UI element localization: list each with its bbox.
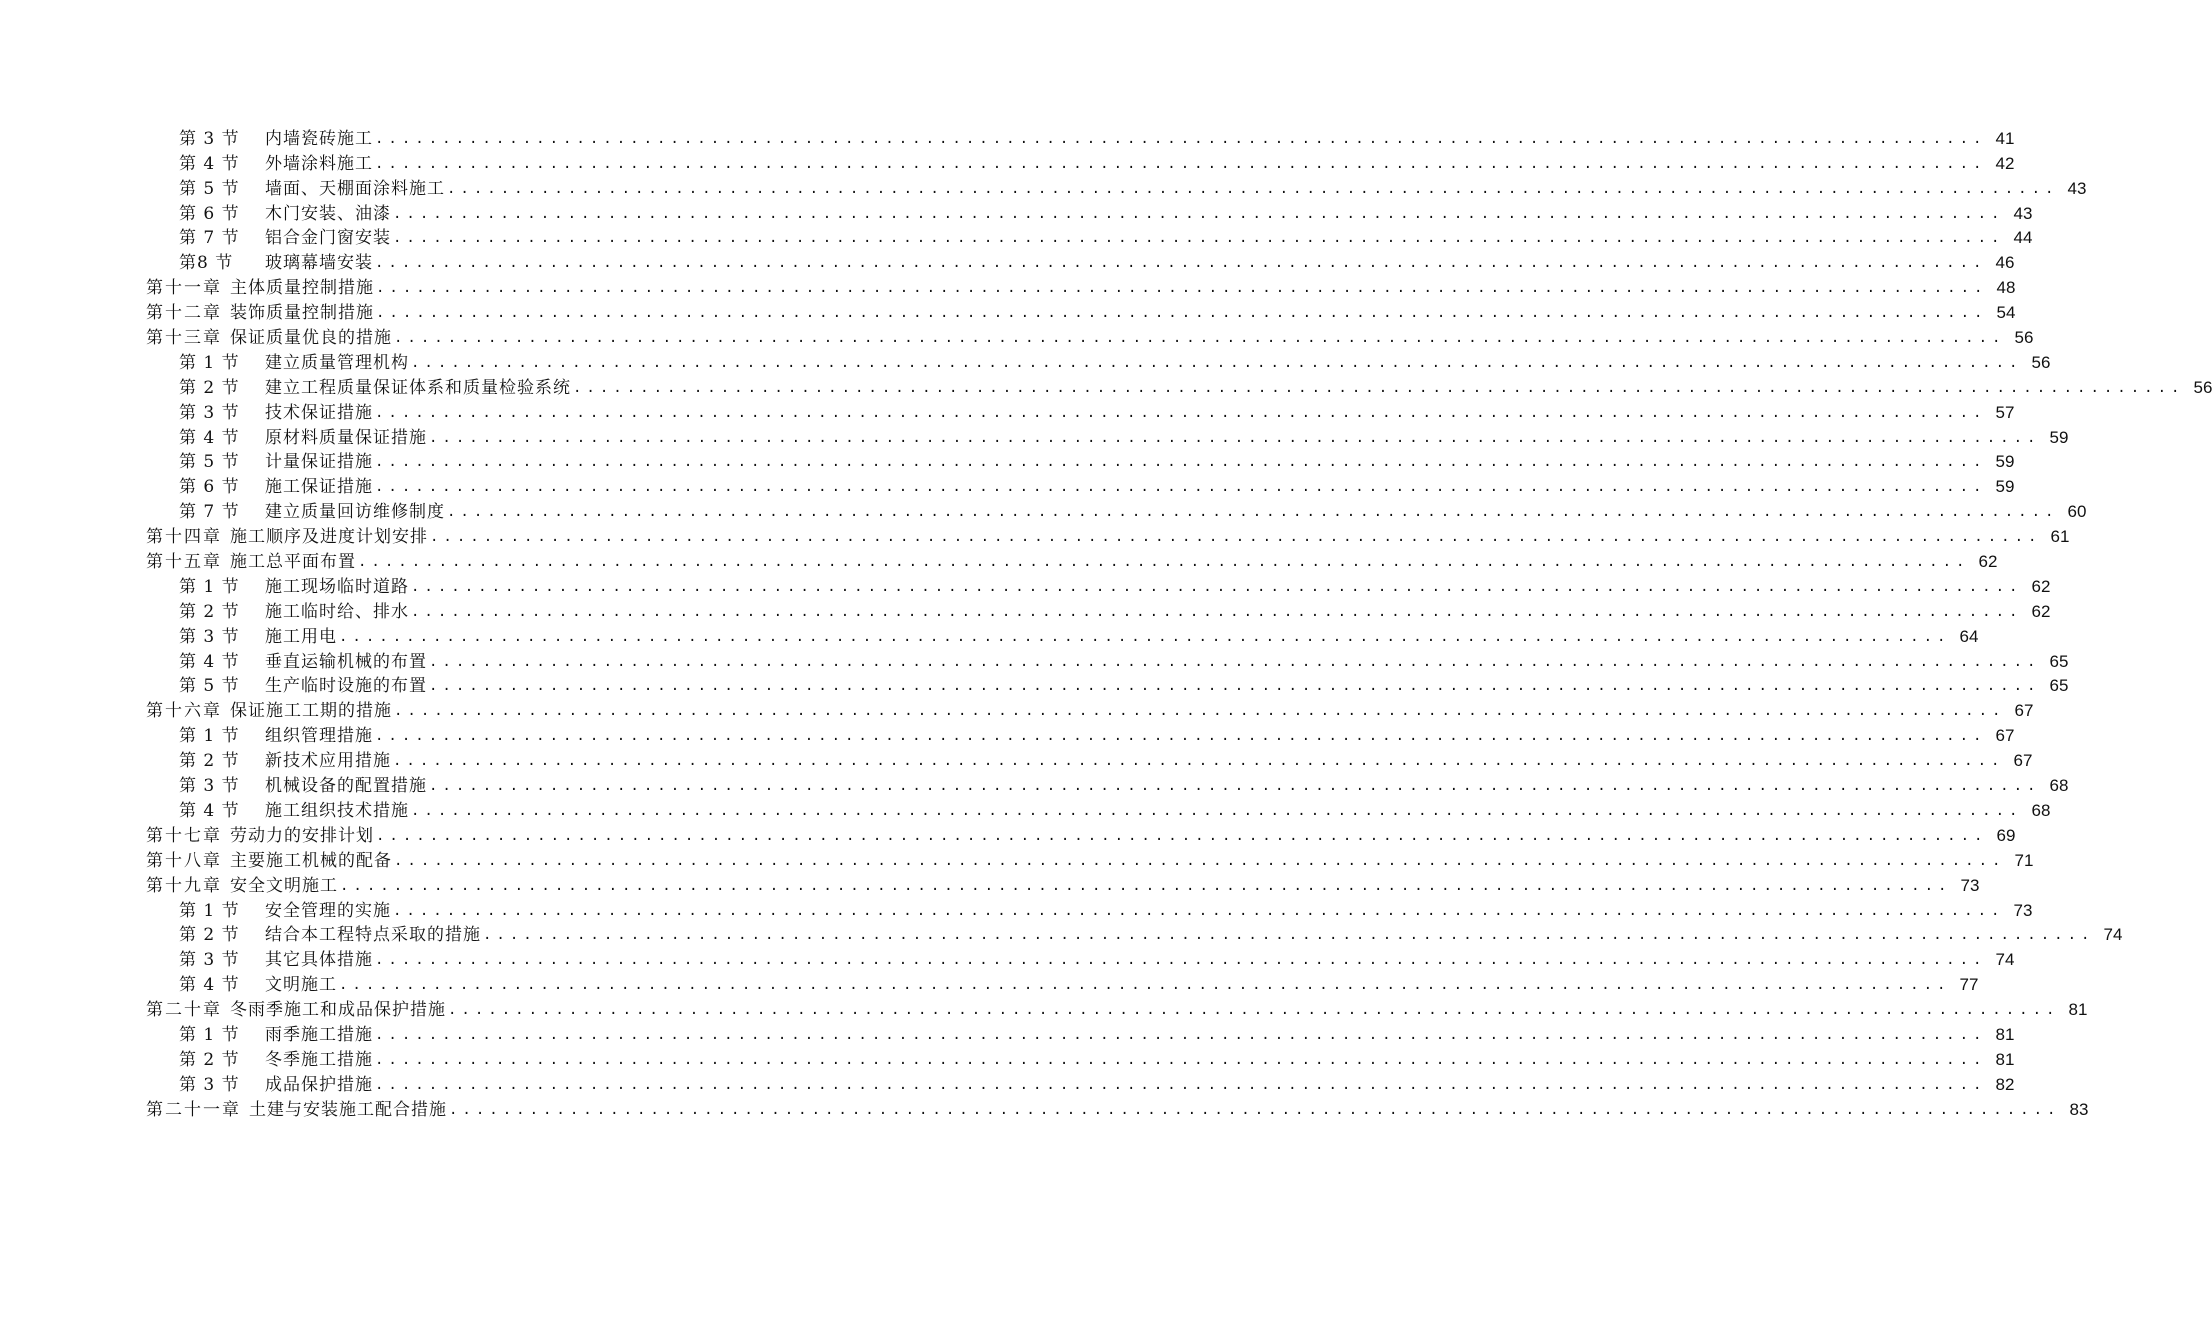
toc-entry-chapter[interactable]: [146, 995, 2088, 1021]
toc-page-number: 56: [2014, 328, 2034, 348]
toc-title: 冬雨季施工和成品保护措施: [230, 1000, 446, 1021]
toc-prefix: 第 5 节: [179, 452, 240, 473]
toc-title: 保证质量优良的措施: [230, 328, 392, 349]
toc-label: [179, 477, 373, 497]
toc-page-number: 81: [2068, 1000, 2088, 1020]
toc-prefix: 第 7 节: [179, 228, 240, 249]
toc-page-number: 77: [1959, 975, 1979, 995]
toc-title: 玻璃幕墙安装: [265, 253, 373, 274]
toc-label: [146, 876, 338, 896]
toc-entry-section[interactable]: [146, 771, 2069, 797]
toc-prefix: 第十八章: [146, 850, 222, 871]
toc-page-number: 59: [1995, 477, 2015, 497]
dot-leader: ........................................................................................................................: [393, 230, 2005, 247]
toc-label: [179, 776, 427, 796]
toc-title: 建立工程质量保证体系和质量检验系统: [265, 377, 571, 398]
toc-label: [179, 1075, 373, 1095]
toc-prefix: 第二十一章: [146, 1099, 241, 1120]
toc-title: 劳动力的安排计划: [230, 825, 374, 846]
toc-title: 施工保证措施: [265, 477, 373, 498]
toc-page-number: 71: [2014, 850, 2034, 870]
toc-label: [179, 253, 373, 273]
toc-title: 墙面、天棚面涂料施工: [265, 178, 445, 199]
dot-leader: ........................................................................................................................: [429, 429, 2041, 446]
toc-prefix: 第 2 节: [179, 601, 240, 622]
toc-entry-section[interactable]: [146, 224, 2033, 249]
toc-entry-section[interactable]: [146, 796, 2051, 821]
toc-page-number: 43: [2067, 178, 2087, 198]
toc-label: [179, 676, 427, 696]
toc-page-number: 83: [2069, 1099, 2089, 1119]
toc-title: 施工组织技术措施: [265, 800, 409, 821]
toc-entry-chapter[interactable]: [146, 273, 2016, 299]
toc-prefix: 第 3 节: [179, 950, 240, 971]
toc-title: 原材料质量保证措施: [265, 427, 427, 448]
dot-leader: ........................................................................................................................: [375, 454, 1987, 471]
toc-label: [179, 950, 373, 970]
toc-page-number: 56: [2031, 352, 2051, 372]
toc-title: 保证施工工期的措施: [230, 701, 392, 722]
toc-entry-section[interactable]: [146, 124, 2015, 149]
toc-prefix: 第十九章: [146, 875, 222, 896]
toc-prefix: 第 5 节: [179, 178, 240, 199]
toc-entry-section[interactable]: [146, 423, 2069, 448]
toc-entry-chapter[interactable]: [146, 547, 1998, 573]
toc-entry-section[interactable]: [146, 472, 2015, 498]
dot-leader: ........................................................................................................................: [375, 130, 1987, 147]
dot-leader: ........................................................................................................................: [449, 1101, 2061, 1118]
toc-page-number: 67: [1995, 726, 2015, 746]
toc-label: [179, 1050, 373, 1070]
toc-label: [179, 602, 409, 622]
toc-prefix: 第 4 节: [179, 651, 240, 672]
toc-prefix: 第 2 节: [179, 377, 240, 398]
toc-title: 外墙涂料施工: [265, 153, 373, 174]
dot-leader: ........................................................................................................................: [411, 603, 2023, 620]
toc-entry-section[interactable]: [146, 174, 2087, 199]
toc-page-number: 74: [2103, 925, 2123, 945]
toc-prefix: 第十七章: [146, 825, 222, 846]
toc-label: [179, 975, 337, 995]
toc-entry-section[interactable]: [146, 572, 2051, 597]
toc-title: 成品保护措施: [265, 1074, 373, 1095]
toc-prefix: 第 5 节: [179, 676, 240, 697]
toc-page-number: 62: [2031, 576, 2051, 596]
dot-leader: ........................................................................................................................: [375, 404, 1987, 421]
toc-title: 施工用电: [265, 626, 337, 647]
toc-entry-section[interactable]: [146, 497, 2087, 523]
toc-entry-section[interactable]: [146, 746, 2033, 772]
toc-title: 施工总平面布置: [230, 552, 356, 573]
dot-leader: ........................................................................................................................: [411, 802, 2023, 819]
toc-title: 文明施工: [265, 975, 337, 996]
toc-page-number: 74: [1995, 950, 2015, 970]
toc-title: 施工临时给、排水: [265, 601, 409, 622]
toc-entry-section[interactable]: [146, 945, 2015, 971]
toc-page-number: 73: [2013, 900, 2033, 920]
toc-prefix: 第十二章: [146, 303, 222, 324]
toc-entry-chapter[interactable]: [146, 871, 1980, 896]
toc-page-number: 46: [1995, 253, 2015, 273]
dot-leader: ........................................................................................................................: [429, 653, 2041, 670]
toc-label: [146, 328, 392, 348]
dot-leader: ........................................................................................................................: [447, 180, 2059, 197]
dot-leader: ........................................................................................................................: [394, 852, 2006, 869]
toc-title: 组织管理措施: [265, 726, 373, 747]
dot-leader: ........................................................................................................................: [375, 479, 1987, 496]
toc-page-number: 43: [2013, 203, 2033, 223]
toc-label: [146, 278, 374, 298]
dot-leader: ........................................................................................................................: [339, 628, 1951, 645]
toc-entry-section[interactable]: [146, 448, 2015, 473]
toc-prefix: 第 6 节: [179, 203, 240, 224]
toc-title: 内墙瓷砖施工: [265, 128, 373, 149]
toc-label: [179, 577, 409, 597]
dot-leader: ........................................................................................................................: [394, 330, 2006, 347]
toc-entry-chapter[interactable]: [146, 696, 2034, 722]
toc-page-number: 81: [1995, 1049, 2015, 1069]
toc-title: 主要施工机械的配备: [230, 850, 392, 871]
toc-title: 其它具体措施: [265, 950, 373, 971]
toc-title: 技术保证措施: [265, 402, 373, 423]
toc-page-number: 67: [2013, 751, 2033, 771]
toc-label: [179, 179, 445, 199]
toc-entry-section[interactable]: [146, 896, 2033, 921]
toc-entry-section[interactable]: [146, 1020, 2015, 1045]
toc-page-number: 56: [2193, 377, 2212, 397]
toc-page-number: 64: [1959, 626, 1979, 646]
dot-leader: ........................................................................................................................: [447, 504, 2059, 521]
toc-prefix: 第 2 节: [179, 1049, 240, 1070]
toc-entry-section[interactable]: [146, 647, 2069, 672]
toc-page-number: 68: [2049, 776, 2069, 796]
toc-entry-section[interactable]: [146, 921, 2123, 946]
toc-title: 土建与安装施工配合措施: [249, 1099, 447, 1120]
toc-prefix: 第8 节: [179, 253, 234, 274]
toc-label: [179, 1025, 373, 1045]
dot-leader: ........................................................................................................................: [376, 827, 1988, 844]
toc-entry-section[interactable]: [146, 1070, 2015, 1095]
toc-page-number: 73: [1960, 875, 1980, 895]
toc-prefix: 第 4 节: [179, 975, 240, 996]
toc-prefix: 第 2 节: [179, 925, 240, 946]
toc-title: 主体质量控制措施: [230, 278, 374, 299]
toc-prefix: 第 7 节: [179, 502, 240, 523]
toc-title: 新技术应用措施: [265, 751, 391, 772]
toc-prefix: 第 1 节: [179, 352, 240, 373]
toc-label: [179, 353, 409, 373]
toc-title: 机械设备的配置措施: [265, 776, 427, 797]
toc-title: 安全管理的实施: [265, 900, 391, 921]
toc-page-number: 59: [1995, 452, 2015, 472]
toc-title: 计量保证措施: [265, 452, 373, 473]
toc-entry-section[interactable]: [146, 597, 2051, 622]
toc-label: [146, 826, 374, 846]
dot-leader: ........................................................................................................................: [429, 678, 2041, 695]
toc-title: 垂直运输机械的布置: [265, 651, 427, 672]
toc-prefix: 第十五章: [146, 552, 222, 573]
toc-label: [179, 428, 427, 448]
toc-label: [146, 701, 392, 721]
toc-label: [146, 851, 392, 871]
toc-prefix: 第二十章: [146, 1000, 222, 1021]
dot-leader: ........................................................................................................................: [375, 255, 1987, 272]
toc-entry-chapter[interactable]: [146, 821, 2016, 846]
toc-label: [146, 303, 374, 323]
toc-page-number: 68: [2031, 800, 2051, 820]
toc-entry-section[interactable]: [146, 1045, 2015, 1070]
toc-page-number: 65: [2049, 676, 2069, 696]
toc-prefix: 第 4 节: [179, 153, 240, 174]
toc-title: 施工顺序及进度计划安排: [230, 527, 428, 548]
toc-page-number: 67: [2014, 701, 2034, 721]
toc-entry-section[interactable]: [146, 672, 2069, 697]
dot-leader: ........................................................................................................................: [375, 1076, 1987, 1093]
toc-title: 雨季施工措施: [265, 1024, 373, 1045]
toc-page-number: 48: [1996, 278, 2016, 298]
toc-label: [179, 751, 391, 771]
toc-label: [179, 154, 373, 174]
dot-leader: ........................................................................................................................: [573, 379, 2185, 396]
toc-prefix: 第 1 节: [179, 1024, 240, 1045]
dot-leader: ........................................................................................................................: [429, 778, 2041, 795]
toc-entry-chapter[interactable]: [146, 323, 2034, 349]
toc-prefix: 第 4 节: [179, 800, 240, 821]
toc-title: 装饰质量控制措施: [230, 303, 374, 324]
toc-title: 铝合金门窗安装: [265, 228, 391, 249]
toc-label: [179, 204, 391, 224]
toc-page-number: 69: [1996, 825, 2016, 845]
dot-leader: ........................................................................................................................: [393, 753, 2005, 770]
toc-entry-section[interactable]: [146, 199, 2033, 224]
toc-prefix: 第 1 节: [179, 726, 240, 747]
toc-prefix: 第十四章: [146, 527, 222, 548]
toc-entry-section[interactable]: [146, 398, 2015, 423]
dot-leader: ........................................................................................................................: [375, 155, 1987, 172]
toc-prefix: 第 3 节: [179, 128, 240, 149]
dot-leader: ........................................................................................................................: [376, 305, 1988, 322]
toc-page-number: 42: [1995, 153, 2015, 173]
toc-title: 生产临时设施的布置: [265, 676, 427, 697]
dot-leader: ........................................................................................................................: [358, 554, 1970, 571]
toc-page-number: 62: [1978, 552, 1998, 572]
dot-leader: ........................................................................................................................: [394, 703, 2006, 720]
toc-title: 安全文明施工: [230, 875, 338, 896]
toc-page-number: 60: [2067, 502, 2087, 522]
toc-label: [179, 627, 337, 647]
dot-leader: ........................................................................................................................: [430, 529, 2042, 546]
toc-prefix: 第 1 节: [179, 576, 240, 597]
toc-entry-chapter[interactable]: [146, 522, 2070, 548]
dot-leader: ........................................................................................................................: [393, 902, 2005, 919]
toc-page-number: 82: [1995, 1074, 2015, 1094]
toc-prefix: 第十六章: [146, 701, 222, 722]
toc-title: 结合本工程特点采取的措施: [265, 925, 481, 946]
toc-page-number: 57: [1995, 402, 2015, 422]
toc-page-number: 62: [2031, 601, 2051, 621]
dot-leader: ........................................................................................................................: [483, 927, 2095, 944]
toc-prefix: 第 3 节: [179, 776, 240, 797]
toc-prefix: 第 3 节: [179, 402, 240, 423]
toc-prefix: 第 1 节: [179, 900, 240, 921]
toc-title: 建立质量回访维修制度: [265, 502, 445, 523]
toc-label: [179, 129, 373, 149]
toc-entry-section[interactable]: [146, 248, 2015, 274]
toc-prefix: 第 4 节: [179, 427, 240, 448]
toc-label: [179, 652, 427, 672]
toc-entry-chapter[interactable]: [146, 298, 2016, 324]
table-of-contents: [146, 124, 2212, 1120]
dot-leader: ........................................................................................................................: [448, 1002, 2060, 1019]
toc-label: [179, 901, 391, 921]
toc-entry-section[interactable]: [146, 373, 2212, 398]
dot-leader: ........................................................................................................................: [411, 578, 2023, 595]
toc-entry-section[interactable]: [146, 348, 2051, 373]
toc-label: [179, 502, 445, 522]
dot-leader: ........................................................................................................................: [339, 977, 1951, 994]
toc-prefix: 第十一章: [146, 278, 222, 299]
toc-label: [179, 925, 481, 945]
toc-label: [179, 726, 373, 746]
toc-title: 施工现场临时道路: [265, 576, 409, 597]
toc-prefix: 第 3 节: [179, 626, 240, 647]
toc-prefix: 第 2 节: [179, 751, 240, 772]
dot-leader: ........................................................................................................................: [375, 1051, 1987, 1068]
toc-label: [179, 403, 373, 423]
toc-entry-chapter[interactable]: [146, 846, 2034, 871]
toc-page-number: 65: [2049, 651, 2069, 671]
dot-leader: ........................................................................................................................: [375, 1026, 1987, 1043]
toc-page-number: 81: [1995, 1024, 2015, 1044]
toc-page-number: 54: [1996, 303, 2016, 323]
toc-page-number: 44: [2013, 228, 2033, 248]
toc-entry-section[interactable]: [146, 970, 1979, 996]
toc-prefix: 第十三章: [146, 328, 222, 349]
dot-leader: ........................................................................................................................: [411, 354, 2023, 371]
toc-page-number: 59: [2049, 427, 2069, 447]
toc-label: [179, 452, 373, 472]
toc-title: 木门安装、油漆: [265, 203, 391, 224]
dot-leader: ........................................................................................................................: [376, 280, 1988, 297]
dot-leader: ........................................................................................................................: [375, 728, 1987, 745]
toc-label: [146, 1000, 446, 1020]
toc-label: [146, 552, 356, 572]
dot-leader: ........................................................................................................................: [375, 952, 1987, 969]
toc-label: [146, 527, 428, 547]
toc-prefix: 第 6 节: [179, 477, 240, 498]
dot-leader: ........................................................................................................................: [393, 205, 2005, 222]
toc-prefix: 第 3 节: [179, 1074, 240, 1095]
dot-leader: ........................................................................................................................: [340, 877, 1952, 894]
toc-title: 冬季施工措施: [265, 1049, 373, 1070]
toc-entry-section[interactable]: [146, 721, 2015, 747]
toc-label: [179, 378, 571, 398]
toc-entry-section[interactable]: [146, 149, 2015, 174]
toc-page-number: 61: [2050, 527, 2070, 547]
toc-entry-section[interactable]: [146, 622, 1979, 647]
toc-label: [146, 1100, 447, 1120]
toc-title: 建立质量管理机构: [265, 352, 409, 373]
toc-page-number: 41: [1995, 128, 2015, 148]
toc-label: [179, 228, 391, 248]
toc-entry-chapter[interactable]: [146, 1095, 2089, 1120]
toc-label: [179, 801, 409, 821]
